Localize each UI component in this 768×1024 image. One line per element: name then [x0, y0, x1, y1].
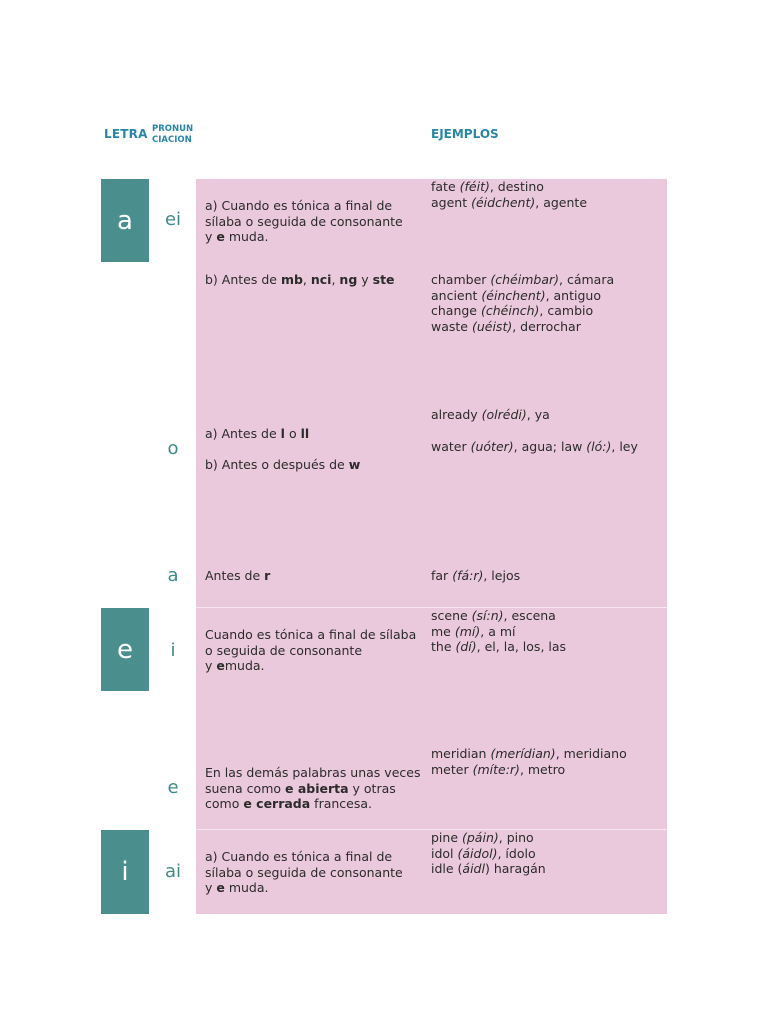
letter-a: a — [117, 205, 133, 236]
example-line: change (chéinch), cambio — [431, 303, 594, 319]
column-header-ejemplos: EJEMPLOS — [431, 127, 499, 141]
rule-line: suena como e abierta y otras — [205, 780, 396, 796]
pronunciation-a: a — [167, 565, 179, 586]
example-line: meridian (merídian), meridiano — [431, 746, 627, 761]
pronunciation-i: i — [170, 640, 176, 661]
example-line: fate (féit), destino — [431, 179, 544, 194]
rule-line: y emuda. — [205, 658, 265, 674]
rule-line: o seguida de consonante — [205, 642, 363, 658]
pronunciation-ai: ai — [164, 861, 182, 882]
letter-box-e — [101, 608, 149, 691]
rule-description: b) Antes de mb, nci, ng y ste — [205, 272, 395, 287]
examples — [431, 179, 587, 210]
rule-line: a) Cuando es tónica a final de — [205, 849, 393, 864]
letter-box-a — [101, 179, 149, 262]
pronunciation-e: e — [167, 777, 179, 798]
example-line: me (mí), a mí — [431, 623, 516, 639]
pronunciacion-line1: PRONUN — [152, 124, 194, 134]
rule-description — [205, 849, 403, 896]
column-header-pronunciacion — [152, 124, 198, 146]
example-line: idol (áidol), ídolo — [431, 845, 536, 861]
rule-description — [205, 765, 420, 812]
pronunciation-o: o — [167, 438, 179, 459]
column-header-letra: LETRA — [104, 127, 148, 141]
example-line: chamber (chéimbar), cámara — [431, 272, 615, 287]
rule-line: y e muda. — [205, 880, 269, 896]
rule-line: En las demás palabras unas veces — [205, 765, 421, 780]
example-line: meter (míte:r), metro — [431, 761, 566, 777]
rule-description — [205, 627, 416, 674]
example-line: scene (sí:n), escena — [431, 608, 556, 623]
rule-line: Cuando es tónica a final de sílaba — [205, 627, 417, 642]
examples — [431, 608, 566, 655]
rule-line: sílaba o seguida de consonante — [205, 213, 403, 229]
rule-description: b) Antes o después de w — [205, 457, 361, 472]
rule-line: como e cerrada francesa. — [205, 796, 373, 812]
example-line: waste (uéist), derrochar — [431, 318, 581, 334]
letter-i: i — [121, 857, 129, 887]
rule-line: y e muda. — [205, 229, 269, 245]
rule-description: Antes de r — [205, 568, 271, 583]
pronunciacion-line2: CIACION — [152, 135, 192, 145]
letter-box-i — [101, 830, 149, 914]
rule-line: sílaba o seguida de consonante — [205, 864, 403, 880]
examples — [431, 830, 546, 877]
example-line: idle (áidl) haragán — [431, 861, 546, 877]
example-line: agent (éidchent), agente — [431, 194, 588, 210]
rule-description — [205, 198, 403, 245]
examples — [431, 272, 614, 334]
example-line: ancient (éinchent), antiguo — [431, 287, 601, 303]
example-line: pine (páin), pino — [431, 830, 534, 845]
example-line: the (dí), el, la, los, las — [431, 639, 567, 655]
example-line: already (olrédi), ya — [431, 407, 550, 422]
example-line: water (uóter), agua; law (ló:), ley — [431, 439, 638, 454]
letter-e: e — [117, 634, 133, 665]
rule-description: a) Antes de l o ll — [205, 426, 310, 441]
rule-line: a) Cuando es tónica a final de — [205, 198, 393, 213]
example-line: far (fá:r), lejos — [431, 568, 521, 583]
pronunciation-ei: ei — [164, 209, 182, 230]
examples — [431, 746, 627, 777]
